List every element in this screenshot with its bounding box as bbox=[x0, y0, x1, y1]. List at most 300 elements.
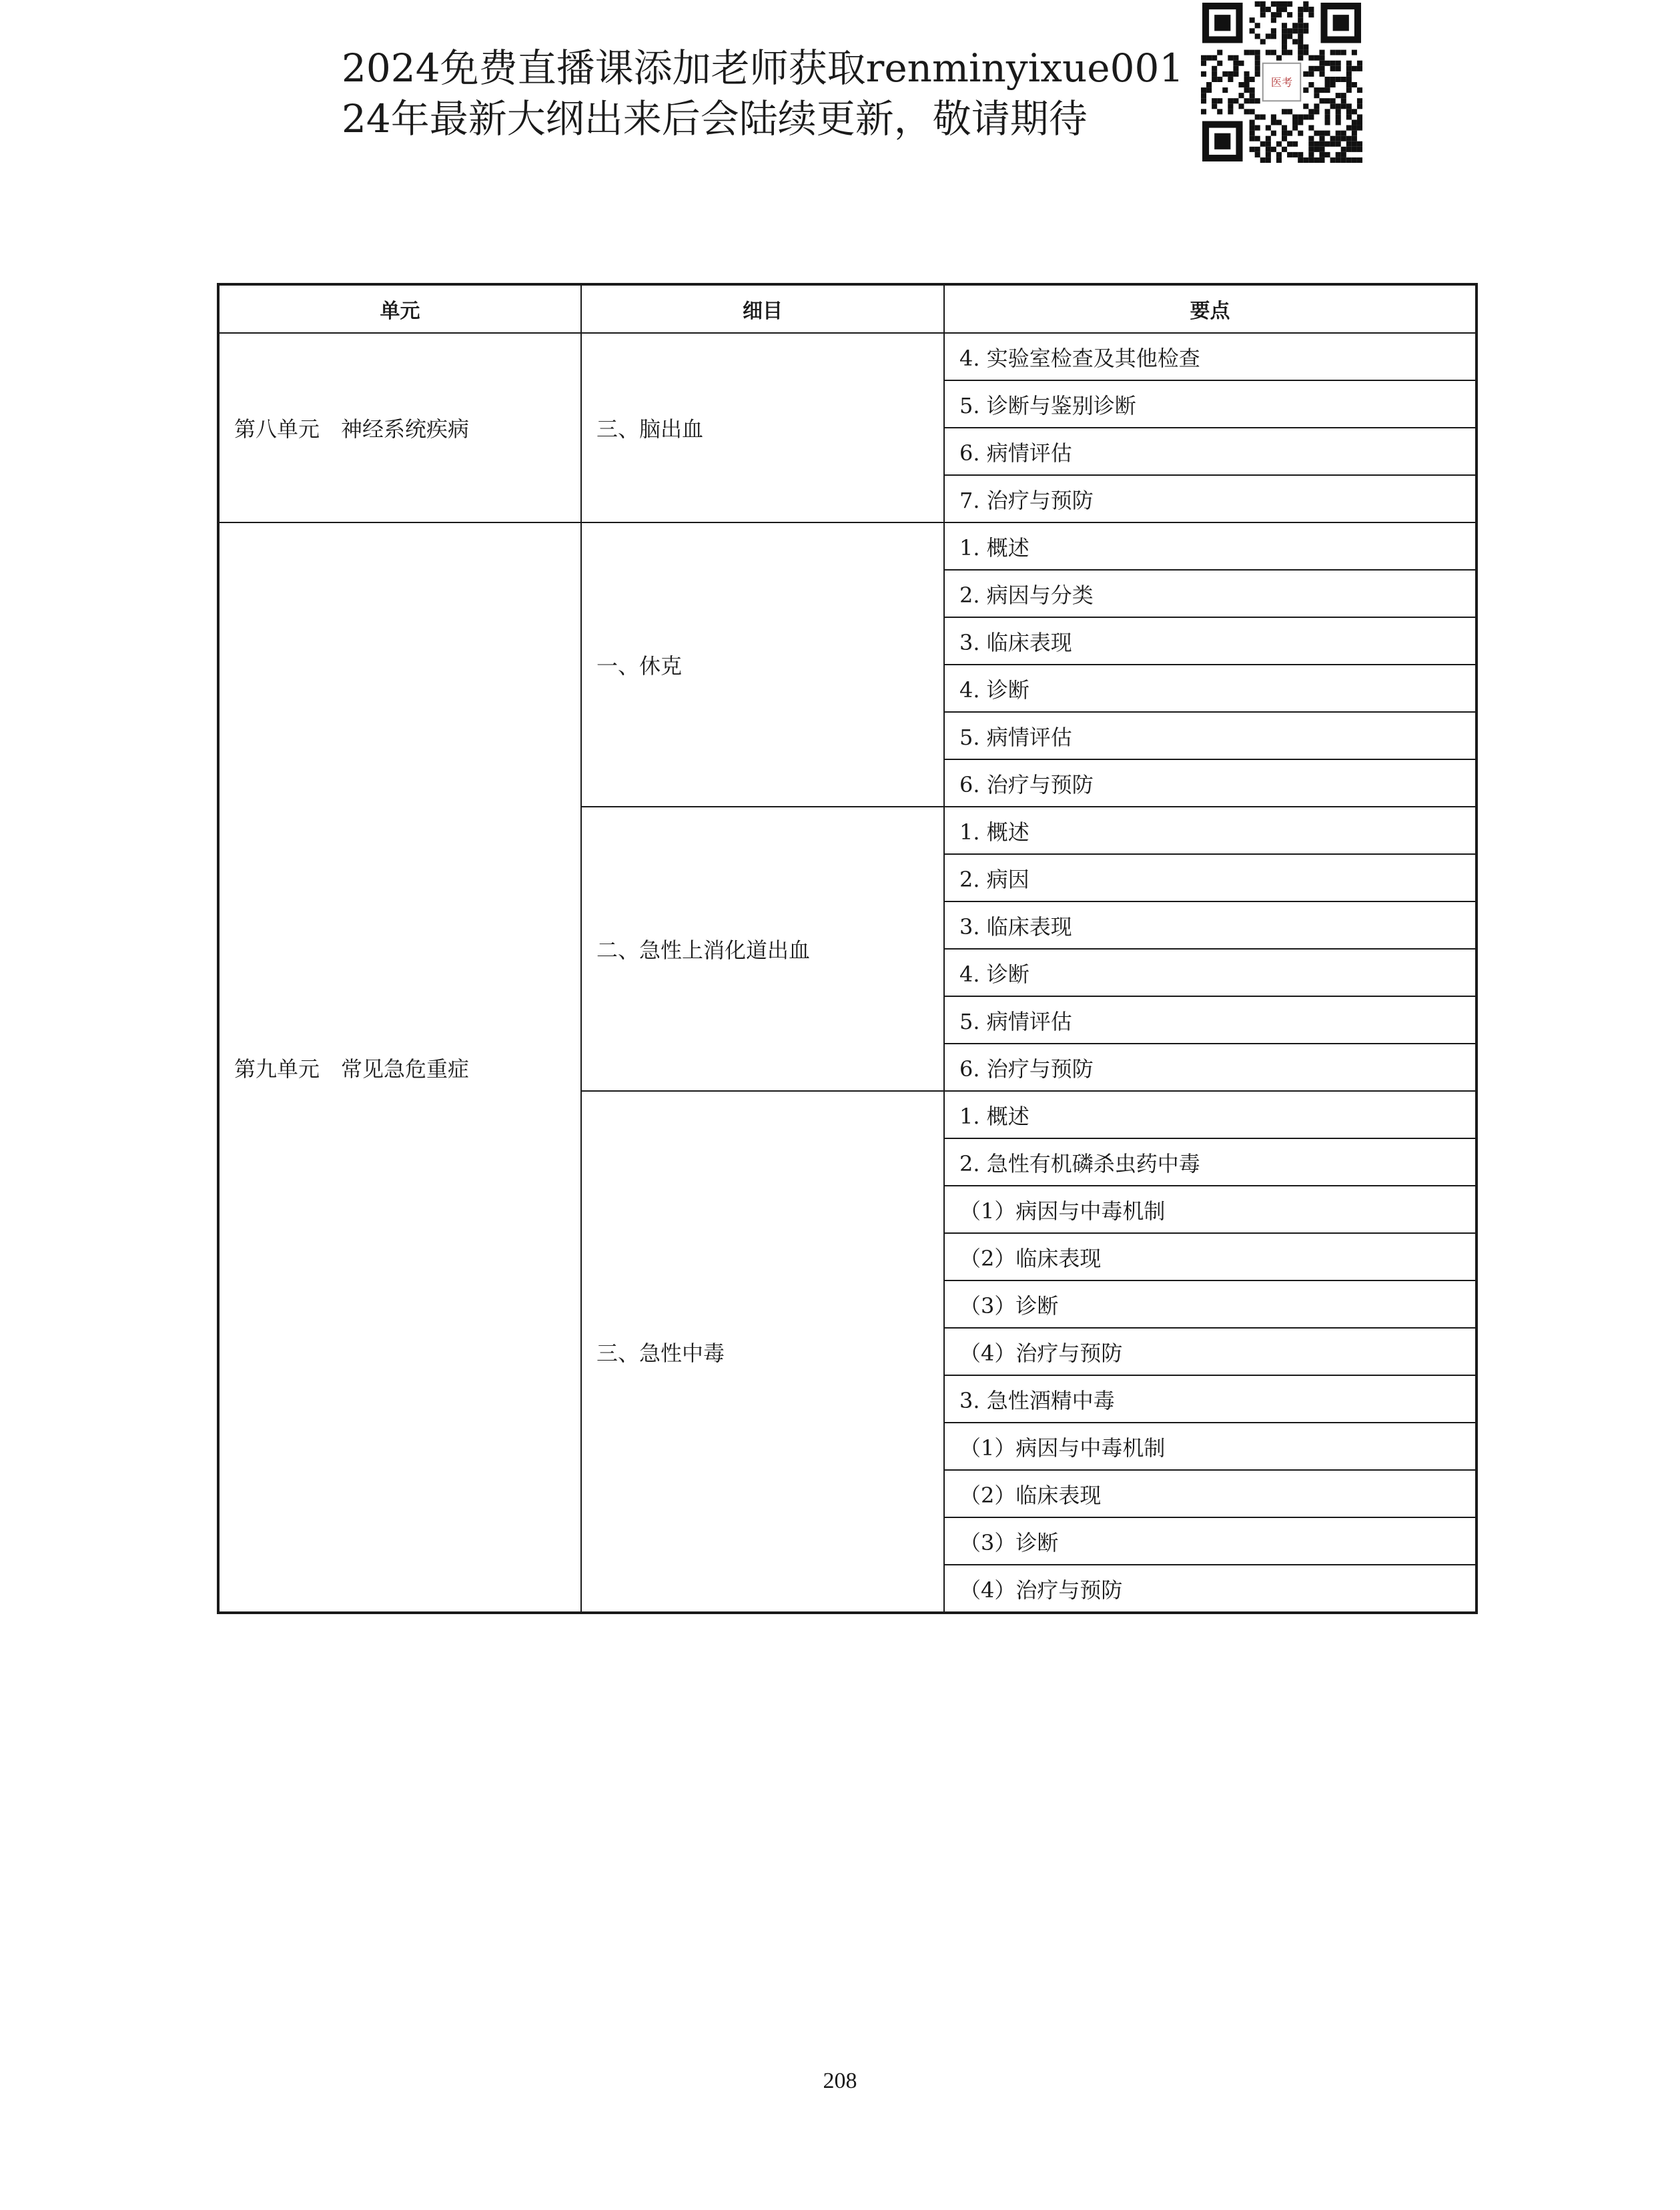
qr-module bbox=[1228, 71, 1233, 77]
table-row bbox=[218, 522, 1477, 570]
qr-module bbox=[1282, 7, 1287, 12]
qr-module bbox=[1308, 157, 1314, 163]
qr-module bbox=[1352, 82, 1357, 87]
qr-module bbox=[1303, 103, 1308, 109]
qr-module bbox=[1260, 114, 1266, 119]
qr-module bbox=[1357, 114, 1362, 119]
qr-module bbox=[1255, 125, 1260, 131]
qr-module bbox=[1336, 61, 1341, 66]
qr-module bbox=[1298, 28, 1303, 33]
qr-module bbox=[1276, 157, 1282, 163]
qr-module bbox=[1276, 119, 1282, 125]
point-cell: （2）临床表现 bbox=[944, 1233, 1477, 1280]
qr-module bbox=[1346, 103, 1352, 109]
qr-module bbox=[1314, 103, 1319, 109]
qr-module bbox=[1298, 50, 1303, 55]
qr-module bbox=[1250, 119, 1255, 125]
qr-module bbox=[1298, 7, 1303, 12]
qr-module bbox=[1282, 131, 1287, 136]
table-body bbox=[218, 333, 1477, 1613]
qr-module bbox=[1357, 66, 1362, 71]
qr-module bbox=[1238, 82, 1244, 87]
point-cell: （3）诊断 bbox=[944, 1517, 1477, 1565]
qr-module bbox=[1346, 61, 1352, 66]
qr-module bbox=[1341, 98, 1346, 103]
qr-module bbox=[1271, 131, 1276, 136]
qr-module bbox=[1217, 61, 1222, 66]
unit-cell: 第九单元 常见急危重症 bbox=[218, 522, 581, 1613]
qr-module bbox=[1357, 61, 1362, 66]
qr-module bbox=[1325, 152, 1330, 157]
qr-module bbox=[1266, 136, 1271, 141]
qr-module bbox=[1250, 136, 1255, 141]
qr-module bbox=[1336, 136, 1341, 141]
qr-module bbox=[1357, 103, 1362, 109]
qr-module bbox=[1282, 28, 1287, 33]
qr-module bbox=[1319, 71, 1324, 77]
point-cell: 1. 概述 bbox=[944, 807, 1477, 854]
point-cell: （1）病因与中毒机制 bbox=[944, 1423, 1477, 1470]
point-cell: （4）治疗与预防 bbox=[944, 1328, 1477, 1375]
qr-module bbox=[1357, 147, 1362, 152]
qr-module bbox=[1330, 61, 1336, 66]
qr-module bbox=[1352, 136, 1357, 141]
qr-module bbox=[1244, 109, 1250, 114]
qr-module bbox=[1276, 12, 1282, 17]
qr-module bbox=[1303, 23, 1308, 28]
qr-module bbox=[1228, 109, 1233, 114]
qr-module bbox=[1346, 66, 1352, 71]
qr-module bbox=[1346, 136, 1352, 141]
qr-module bbox=[1282, 125, 1287, 131]
point-cell: （1）病因与中毒机制 bbox=[944, 1186, 1477, 1233]
point-cell: 6. 病情评估 bbox=[944, 428, 1477, 475]
qr-module bbox=[1292, 119, 1298, 125]
qr-module bbox=[1298, 12, 1303, 17]
qr-module bbox=[1336, 141, 1341, 147]
qr-module bbox=[1271, 33, 1276, 39]
qr-module bbox=[1325, 61, 1330, 66]
item-cell: 一、休克 bbox=[581, 522, 944, 807]
point-cell: 5. 诊断与鉴别诊断 bbox=[944, 380, 1477, 428]
qr-module bbox=[1341, 147, 1346, 152]
qr-module bbox=[1260, 39, 1266, 44]
point-cell: 5. 病情评估 bbox=[944, 712, 1477, 759]
point-cell: （3）诊断 bbox=[944, 1280, 1477, 1328]
point-cell: 3. 临床表现 bbox=[944, 617, 1477, 665]
qr-module bbox=[1314, 131, 1319, 136]
qr-module bbox=[1336, 93, 1341, 98]
qr-module bbox=[1298, 157, 1303, 163]
qr-module bbox=[1352, 131, 1357, 136]
qr-module bbox=[1287, 28, 1292, 33]
qr-module bbox=[1303, 45, 1308, 50]
qr-module bbox=[1282, 39, 1287, 44]
qr-module bbox=[1255, 136, 1260, 141]
qr-module bbox=[1271, 1, 1276, 7]
qr-module bbox=[1314, 147, 1319, 152]
qr-module bbox=[1266, 7, 1271, 12]
qr-module bbox=[1238, 61, 1244, 66]
qr-module bbox=[1212, 66, 1217, 71]
qr-module bbox=[1325, 82, 1330, 87]
qr-module bbox=[1298, 55, 1303, 61]
qr-logo-text: 医考 bbox=[1270, 76, 1293, 89]
qr-module bbox=[1341, 50, 1346, 55]
qr-module bbox=[1266, 125, 1271, 131]
qr-module bbox=[1244, 50, 1250, 55]
qr-module bbox=[1341, 103, 1346, 109]
qr-module bbox=[1276, 141, 1282, 147]
qr-module bbox=[1352, 109, 1357, 114]
qr-module bbox=[1266, 141, 1271, 147]
qr-module bbox=[1346, 114, 1352, 119]
qr-module bbox=[1319, 152, 1324, 157]
point-cell: 3. 急性酒精中毒 bbox=[944, 1375, 1477, 1423]
qr-module bbox=[1298, 119, 1303, 125]
qr-module bbox=[1298, 114, 1303, 119]
qr-module bbox=[1282, 23, 1287, 28]
point-cell: 5. 病情评估 bbox=[944, 996, 1477, 1044]
qr-module bbox=[1341, 77, 1346, 82]
page-number: 208 bbox=[823, 2069, 857, 2093]
qr-module bbox=[1308, 109, 1314, 114]
qr-module bbox=[1319, 50, 1324, 55]
qr-module bbox=[1330, 50, 1336, 55]
qr-module bbox=[1244, 77, 1250, 82]
qr-module bbox=[1250, 98, 1255, 103]
qr-module bbox=[1255, 55, 1260, 61]
qr-module bbox=[1330, 141, 1336, 147]
qr-module bbox=[1325, 109, 1330, 114]
qr-module bbox=[1325, 119, 1330, 125]
qr-module bbox=[1250, 17, 1255, 23]
qr-module bbox=[1336, 66, 1341, 71]
qr-module bbox=[1303, 87, 1308, 93]
qr-module bbox=[1233, 61, 1238, 66]
qr-module bbox=[1271, 119, 1276, 125]
qr-module bbox=[1271, 28, 1276, 33]
qr-module bbox=[1298, 17, 1303, 23]
qr-module bbox=[1314, 55, 1319, 61]
qr-module bbox=[1325, 98, 1330, 103]
qr-module bbox=[1287, 1, 1292, 7]
qr-module bbox=[1336, 157, 1341, 163]
qr-module bbox=[1308, 152, 1314, 157]
qr-module bbox=[1319, 136, 1324, 141]
qr-module bbox=[1206, 87, 1212, 93]
qr-module bbox=[1206, 82, 1212, 87]
point-cell: 3. 临床表现 bbox=[944, 901, 1477, 949]
qr-module bbox=[1336, 109, 1341, 114]
qr-module bbox=[1298, 33, 1303, 39]
qr-module bbox=[1250, 93, 1255, 98]
qr-module bbox=[1228, 77, 1233, 82]
qr-module bbox=[1260, 1, 1266, 7]
qr-module bbox=[1255, 50, 1260, 55]
qr-module bbox=[1222, 71, 1228, 77]
point-cell: 7. 治疗与预防 bbox=[944, 475, 1477, 522]
table-row bbox=[218, 333, 1477, 380]
qr-module bbox=[1308, 55, 1314, 61]
qr-module bbox=[1212, 55, 1217, 61]
qr-module bbox=[1314, 87, 1319, 93]
qr-module bbox=[1276, 55, 1282, 61]
qr-module bbox=[1319, 147, 1324, 152]
qr-module bbox=[1319, 66, 1324, 71]
qr-module bbox=[1292, 39, 1298, 44]
qr-module bbox=[1244, 82, 1250, 87]
qr-module bbox=[1201, 61, 1206, 66]
qr-module bbox=[1319, 61, 1324, 66]
qr-module bbox=[1287, 109, 1292, 114]
qr-module bbox=[1266, 147, 1271, 152]
qr-module bbox=[1357, 125, 1362, 131]
qr-module bbox=[1330, 103, 1336, 109]
qr-module bbox=[1212, 98, 1217, 103]
qr-module bbox=[1308, 136, 1314, 141]
qr-module bbox=[1336, 131, 1341, 136]
qr-module bbox=[1217, 50, 1222, 55]
qr-module bbox=[1308, 71, 1314, 77]
qr-module bbox=[1308, 114, 1314, 119]
qr-module bbox=[1292, 28, 1298, 33]
qr-module bbox=[1346, 77, 1352, 82]
qr-module bbox=[1228, 55, 1233, 61]
qr-module bbox=[1250, 50, 1255, 55]
qr-module bbox=[1255, 98, 1260, 103]
qr-module bbox=[1314, 141, 1319, 147]
qr-module bbox=[1341, 157, 1346, 163]
qr-module bbox=[1287, 12, 1292, 17]
header-item: 细目 bbox=[581, 284, 944, 333]
qr-module bbox=[1260, 141, 1266, 147]
qr-module bbox=[1260, 157, 1266, 163]
qr-module bbox=[1201, 93, 1206, 98]
qr-module bbox=[1298, 39, 1303, 44]
qr-module bbox=[1308, 125, 1314, 131]
qr-module bbox=[1346, 87, 1352, 93]
qr-module bbox=[1298, 152, 1303, 157]
qr-module bbox=[1255, 23, 1260, 28]
qr-module bbox=[1255, 61, 1260, 66]
qr-module bbox=[1292, 23, 1298, 28]
qr-module bbox=[1266, 50, 1271, 55]
qr-module bbox=[1266, 33, 1271, 39]
qr-module bbox=[1250, 131, 1255, 136]
qr-module bbox=[1282, 136, 1287, 141]
qr-module bbox=[1250, 28, 1255, 33]
qr-module bbox=[1303, 157, 1308, 163]
syllabus-table bbox=[217, 283, 1478, 1614]
qr-module bbox=[1282, 33, 1287, 39]
qr-module bbox=[1287, 131, 1292, 136]
qr-module bbox=[1346, 157, 1352, 163]
qr-module bbox=[1330, 98, 1336, 103]
qr-module bbox=[1201, 109, 1206, 114]
qr-module bbox=[1352, 157, 1357, 163]
qr-module bbox=[1314, 93, 1319, 98]
qr-module bbox=[1212, 103, 1217, 109]
qr-module bbox=[1330, 82, 1336, 87]
qr-module bbox=[1260, 7, 1266, 12]
qr-module bbox=[1255, 71, 1260, 77]
qr-module bbox=[1255, 1, 1260, 7]
qr-module bbox=[1292, 141, 1298, 147]
point-cell: 2. 病因与分类 bbox=[944, 570, 1477, 617]
qr-module bbox=[1352, 141, 1357, 147]
qr-module bbox=[1255, 114, 1260, 119]
point-cell: 2. 病因 bbox=[944, 854, 1477, 901]
qr-module bbox=[1303, 114, 1308, 119]
qr-module bbox=[1222, 87, 1228, 93]
point-cell: 6. 治疗与预防 bbox=[944, 759, 1477, 807]
qr-module bbox=[1298, 45, 1303, 50]
qr-module bbox=[1308, 12, 1314, 17]
qr-code-icon[interactable] bbox=[1201, 1, 1362, 163]
qr-module bbox=[1201, 55, 1206, 61]
qr-module bbox=[1244, 71, 1250, 77]
point-cell: 1. 概述 bbox=[944, 522, 1477, 570]
qr-module bbox=[1314, 66, 1319, 71]
qr-module bbox=[1238, 93, 1244, 98]
qr-module bbox=[1271, 12, 1276, 17]
qr-module bbox=[1357, 98, 1362, 103]
qr-module bbox=[1217, 98, 1222, 103]
qr-module bbox=[1255, 33, 1260, 39]
qr-module bbox=[1352, 147, 1357, 152]
qr-module bbox=[1319, 55, 1324, 61]
qr-module bbox=[1352, 119, 1357, 125]
point-cell: 2. 急性有机磷杀虫药中毒 bbox=[944, 1138, 1477, 1186]
qr-module bbox=[1271, 114, 1276, 119]
qr-module bbox=[1352, 66, 1357, 71]
point-cell: 6. 治疗与预防 bbox=[944, 1044, 1477, 1091]
qr-module bbox=[1341, 93, 1346, 98]
qr-module bbox=[1325, 141, 1330, 147]
qr-module bbox=[1308, 82, 1314, 87]
qr-module bbox=[1319, 141, 1324, 147]
qr-module bbox=[1233, 66, 1238, 71]
qr-module bbox=[1244, 98, 1250, 103]
qr-module bbox=[1308, 147, 1314, 152]
qr-module bbox=[1303, 7, 1308, 12]
qr-module bbox=[1298, 131, 1303, 136]
qr-module bbox=[1336, 77, 1341, 82]
qr-module bbox=[1201, 71, 1206, 77]
qr-module bbox=[1212, 71, 1217, 77]
unit-cell: 第八单元 神经系统疾病 bbox=[218, 333, 581, 522]
qr-module bbox=[1292, 125, 1298, 131]
header-unit: 单元 bbox=[218, 284, 581, 333]
qr-module bbox=[1341, 152, 1346, 157]
qr-module bbox=[1287, 152, 1292, 157]
qr-module bbox=[1276, 7, 1282, 12]
qr-module bbox=[1206, 55, 1212, 61]
qr-module bbox=[1336, 50, 1341, 55]
qr-module bbox=[1346, 125, 1352, 131]
qr-module bbox=[1357, 87, 1362, 93]
qr-module bbox=[1336, 103, 1341, 109]
point-cell: 1. 概述 bbox=[944, 1091, 1477, 1138]
qr-module bbox=[1303, 50, 1308, 55]
qr-module bbox=[1352, 50, 1357, 55]
qr-module bbox=[1341, 131, 1346, 136]
qr-module bbox=[1250, 77, 1255, 82]
point-cell: 4. 实验室检查及其他检查 bbox=[944, 333, 1477, 380]
qr-module bbox=[1260, 12, 1266, 17]
qr-module bbox=[1346, 109, 1352, 114]
qr-module bbox=[1212, 77, 1217, 82]
qr-module bbox=[1282, 147, 1287, 152]
qr-module bbox=[1336, 152, 1341, 157]
qr-module bbox=[1255, 66, 1260, 71]
point-cell: （4）治疗与预防 bbox=[944, 1565, 1477, 1613]
qr-module bbox=[1325, 77, 1330, 82]
promo-line-2: 24年最新大纲出来后会陆续更新，敬请期待 bbox=[342, 96, 1088, 141]
qr-module bbox=[1228, 103, 1233, 109]
qr-module bbox=[1357, 119, 1362, 125]
qr-module bbox=[1325, 131, 1330, 136]
qr-module bbox=[1308, 7, 1314, 12]
promo-line-1: 2024免费直播课添加老师获取renminyixue001 bbox=[342, 45, 1184, 91]
qr-module bbox=[1330, 136, 1336, 141]
qr-module bbox=[1271, 17, 1276, 23]
qr-module bbox=[1250, 147, 1255, 152]
point-cell: 4. 诊断 bbox=[944, 949, 1477, 996]
qr-module bbox=[1346, 82, 1352, 87]
item-cell: 三、急性中毒 bbox=[581, 1091, 944, 1613]
qr-module bbox=[1244, 87, 1250, 93]
qr-module bbox=[1287, 33, 1292, 39]
item-cell: 二、急性上消化道出血 bbox=[581, 807, 944, 1091]
qr-module bbox=[1330, 77, 1336, 82]
qr-module bbox=[1292, 152, 1298, 157]
qr-module bbox=[1330, 157, 1336, 163]
qr-module bbox=[1255, 147, 1260, 152]
qr-module bbox=[1282, 1, 1287, 7]
qr-module bbox=[1217, 77, 1222, 82]
qr-module bbox=[1250, 87, 1255, 93]
qr-module bbox=[1282, 50, 1287, 55]
qr-module bbox=[1250, 125, 1255, 131]
qr-module bbox=[1314, 109, 1319, 114]
qr-module bbox=[1346, 147, 1352, 152]
qr-module bbox=[1346, 71, 1352, 77]
qr-module bbox=[1271, 50, 1276, 55]
qr-module bbox=[1303, 71, 1308, 77]
qr-module bbox=[1292, 114, 1298, 119]
qr-module bbox=[1330, 66, 1336, 71]
qr-module bbox=[1250, 109, 1255, 114]
qr-module bbox=[1233, 98, 1238, 103]
qr-module bbox=[1238, 103, 1244, 109]
qr-module bbox=[1228, 98, 1233, 103]
qr-module bbox=[1346, 141, 1352, 147]
qr-module bbox=[1282, 45, 1287, 50]
qr-module bbox=[1276, 152, 1282, 157]
table-header-row bbox=[218, 284, 1477, 333]
qr-module bbox=[1233, 71, 1238, 77]
qr-module bbox=[1303, 1, 1308, 7]
qr-module bbox=[1282, 109, 1287, 114]
qr-module bbox=[1319, 98, 1324, 103]
qr-module bbox=[1308, 141, 1314, 147]
point-cell: 4. 诊断 bbox=[944, 665, 1477, 712]
qr-module bbox=[1298, 23, 1303, 28]
point-cell: （2）临床表现 bbox=[944, 1470, 1477, 1517]
header-point: 要点 bbox=[944, 284, 1477, 333]
